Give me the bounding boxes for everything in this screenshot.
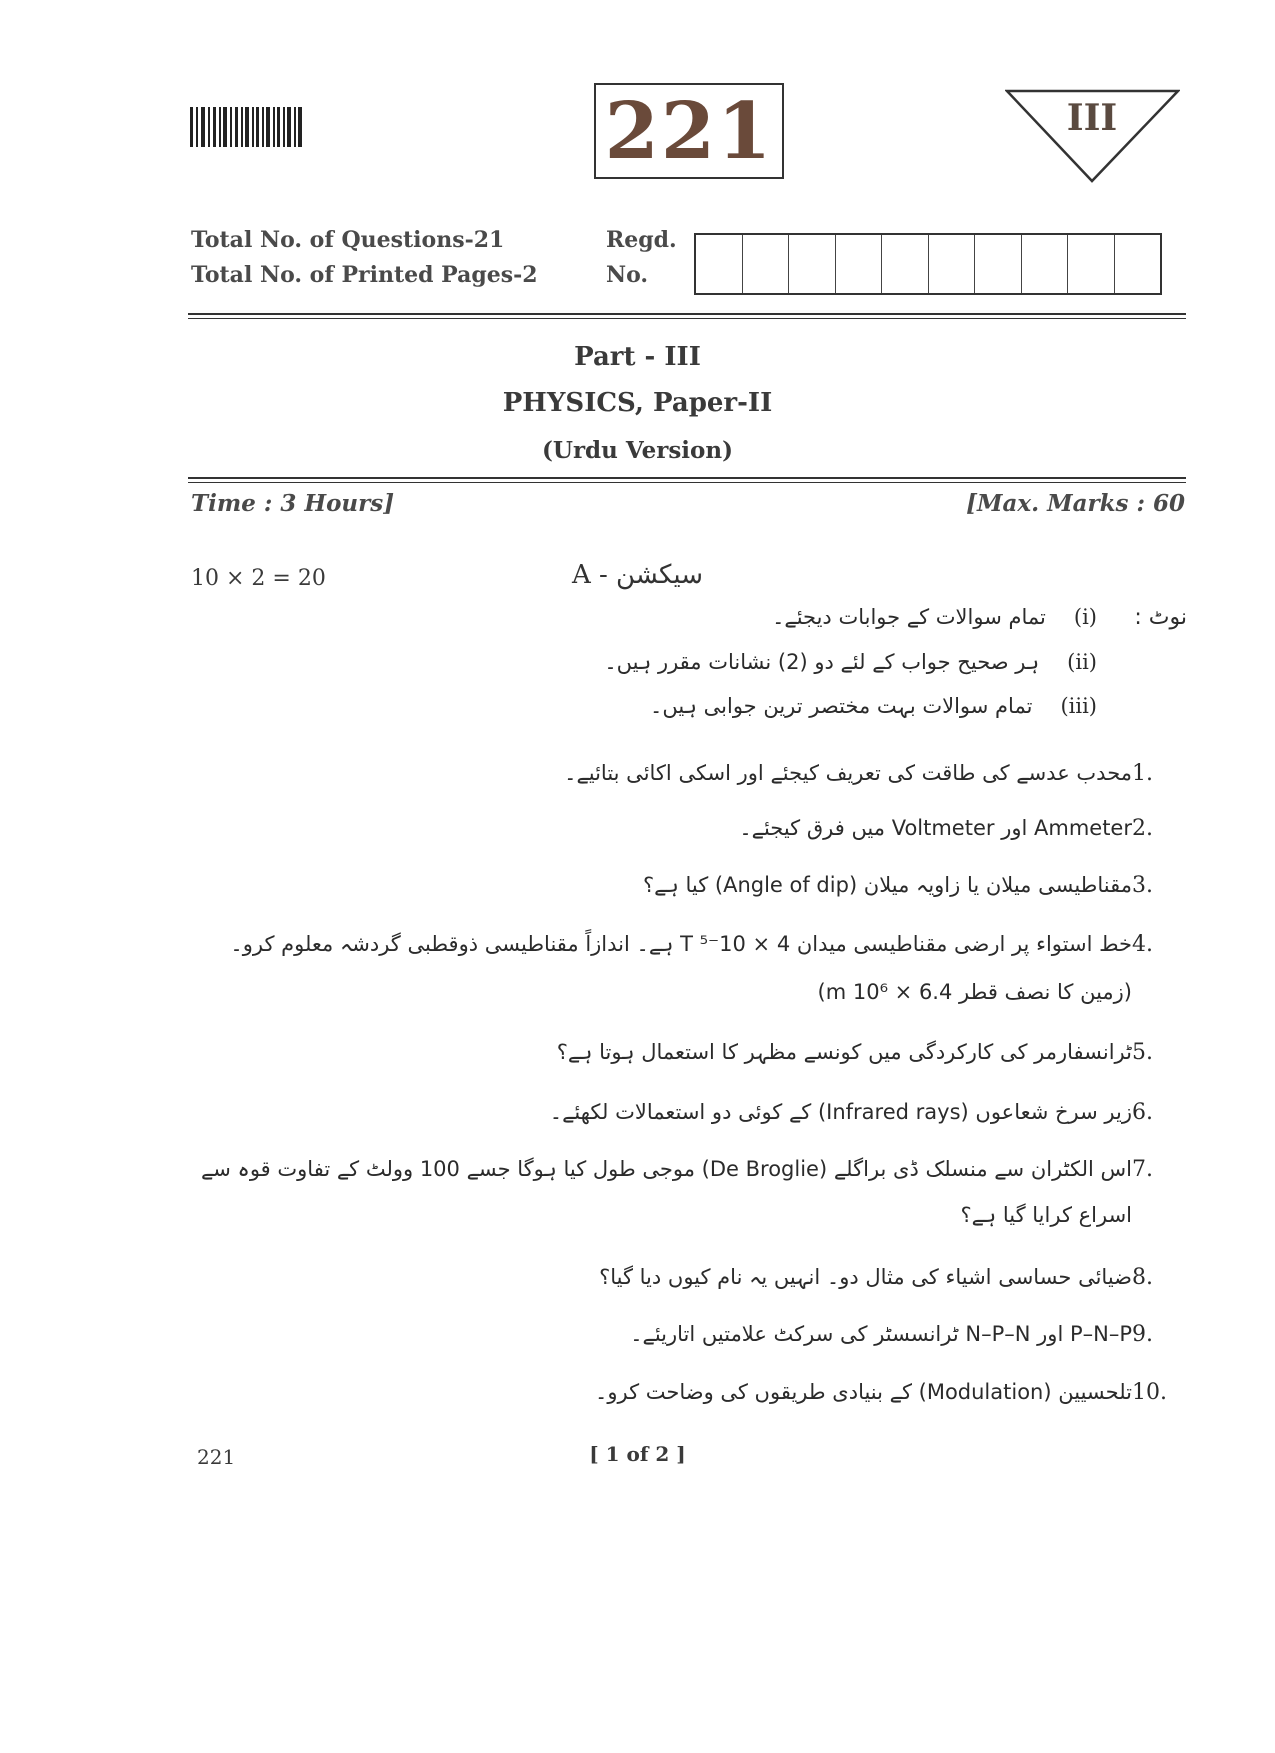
regd-digit-box[interactable] [1068, 235, 1115, 293]
note-item [772, 605, 1097, 629]
max-marks: [Max. Marks : 60 [966, 490, 1185, 517]
total-questions: Total No. of Questions-21 [191, 227, 505, 253]
section-title: سیکشن - A [571, 560, 704, 590]
part-title: Part - III [574, 342, 701, 372]
note-item [604, 650, 1097, 674]
regd-digit-box[interactable] [1022, 235, 1069, 293]
question-item [201, 1157, 1187, 1182]
divider [188, 313, 1186, 319]
question-text: Ammeter اور Voltmeter میں فرق کیجئے۔ [739, 816, 1132, 840]
question-number: 6. [1132, 1100, 1153, 1125]
question-number: 3. [1132, 873, 1153, 898]
note-number: (ii) [1067, 650, 1097, 674]
question-number: 7. [1132, 1157, 1153, 1182]
note-item [650, 694, 1097, 718]
page-number: [ 1 of 2 ] [589, 1442, 686, 1466]
question-item [599, 1265, 1187, 1290]
question-number: 5. [1132, 1040, 1153, 1065]
question-text: تلحسیین (Modulation) کے بنیادی طریقوں کی وضاحت کرو۔ [595, 1380, 1132, 1404]
total-pages: Total No. of Printed Pages-2 [191, 262, 538, 288]
note-text: تمام سوالات بہت مختصر ترین جوابی ہیں۔ [650, 694, 1033, 718]
note-text: تمام سوالات کے جوابات دیجئے۔ [772, 605, 1046, 629]
question-number: 1. [1132, 761, 1153, 786]
question-item [230, 932, 1187, 957]
barcode [190, 107, 304, 147]
question-number: 9. [1132, 1322, 1153, 1347]
question-item [557, 1040, 1187, 1065]
regd-digit-box[interactable] [882, 235, 929, 293]
regd-digit-box[interactable] [696, 235, 743, 293]
note-number: (iii) [1060, 694, 1097, 718]
regd-digit-box[interactable] [836, 235, 883, 293]
question-continuation: اسراع کرایا گیا ہے؟ [960, 1203, 1132, 1227]
question-text: ضیائی حساسی اشیاء کی مثال دو۔ انہیں یہ نام کیوں دیا گیا؟ [599, 1265, 1132, 1289]
question-text: P–N–P اور N–P–N ٹرانسسٹر کی سرکٹ علامتیں اتاریئے۔ [630, 1322, 1132, 1346]
question-text: زیر سرخ شعاعوں (Infrared rays) کے کوئی دو استعمالات لکھئے۔ [549, 1100, 1132, 1124]
subject-title: PHYSICS, Paper-II [502, 388, 773, 418]
question-continuation: (زمین کا نصف قطر 6.4 × 10⁶ m) [817, 980, 1132, 1004]
section-marks: 10 × 2 = 20 [191, 566, 326, 591]
question-item [595, 1380, 1187, 1405]
question-text: ٹرانسفارمر کی کارکردگی میں کونسے مظہر کا استعمال ہوتا ہے؟ [556, 1040, 1132, 1064]
note-text: ہر صحیح جواب کے لئے دو (2) نشانات مقرر ہیں۔ [604, 650, 1040, 674]
note-number: (i) [1073, 605, 1097, 629]
question-text: خط استواء پر ارضی مقناطیسی میدان 4 × 10⁻⁵ T ہے۔ اندازاً مقناطیسی ذوقطبی گردشہ معلوم کرو۔ [230, 932, 1132, 956]
question-number: 2. [1132, 816, 1153, 841]
regd-digit-box[interactable] [1115, 235, 1161, 293]
version-title: (Urdu Version) [542, 437, 733, 464]
question-item [739, 816, 1187, 841]
time-limit: Time : 3 Hours] [191, 490, 395, 517]
registration-number-boxes[interactable] [694, 233, 1162, 295]
question-item [630, 1322, 1187, 1347]
regd-digit-box[interactable] [975, 235, 1022, 293]
question-item [550, 1100, 1187, 1125]
paper-code-box: 221 [594, 83, 784, 179]
question-item [643, 873, 1187, 898]
footer-paper-code: 221 [197, 1445, 236, 1469]
question-text: اس الکٹران سے منسلک ڈی براگلے (De Broglie) موجی طول کیا ہوگا جسے 100 وولٹ کے تفاوت قوہ سے [200, 1157, 1132, 1181]
question-text: محدب عدسے کی طاقت کی تعریف کیجئے اور اسکی اکائی بتائیے۔ [564, 761, 1132, 785]
set-triangle [1005, 88, 1180, 184]
regd-digit-box[interactable] [789, 235, 836, 293]
regd-digit-box[interactable] [743, 235, 790, 293]
question-number: 4. [1132, 932, 1153, 957]
note-label: نوٹ : [1134, 605, 1187, 630]
question-text: مقناطیسی میلان یا زاویہ میلان (Angle of dip) کیا ہے؟ [643, 873, 1132, 897]
regd-label: Regd. [606, 227, 677, 253]
question-number: 8. [1132, 1265, 1153, 1290]
regd-no-label: No. [606, 262, 649, 288]
question-number: 10. [1132, 1380, 1167, 1405]
question-item [564, 761, 1187, 786]
regd-digit-box[interactable] [929, 235, 976, 293]
set-label: III [1066, 97, 1118, 139]
divider [188, 477, 1186, 483]
